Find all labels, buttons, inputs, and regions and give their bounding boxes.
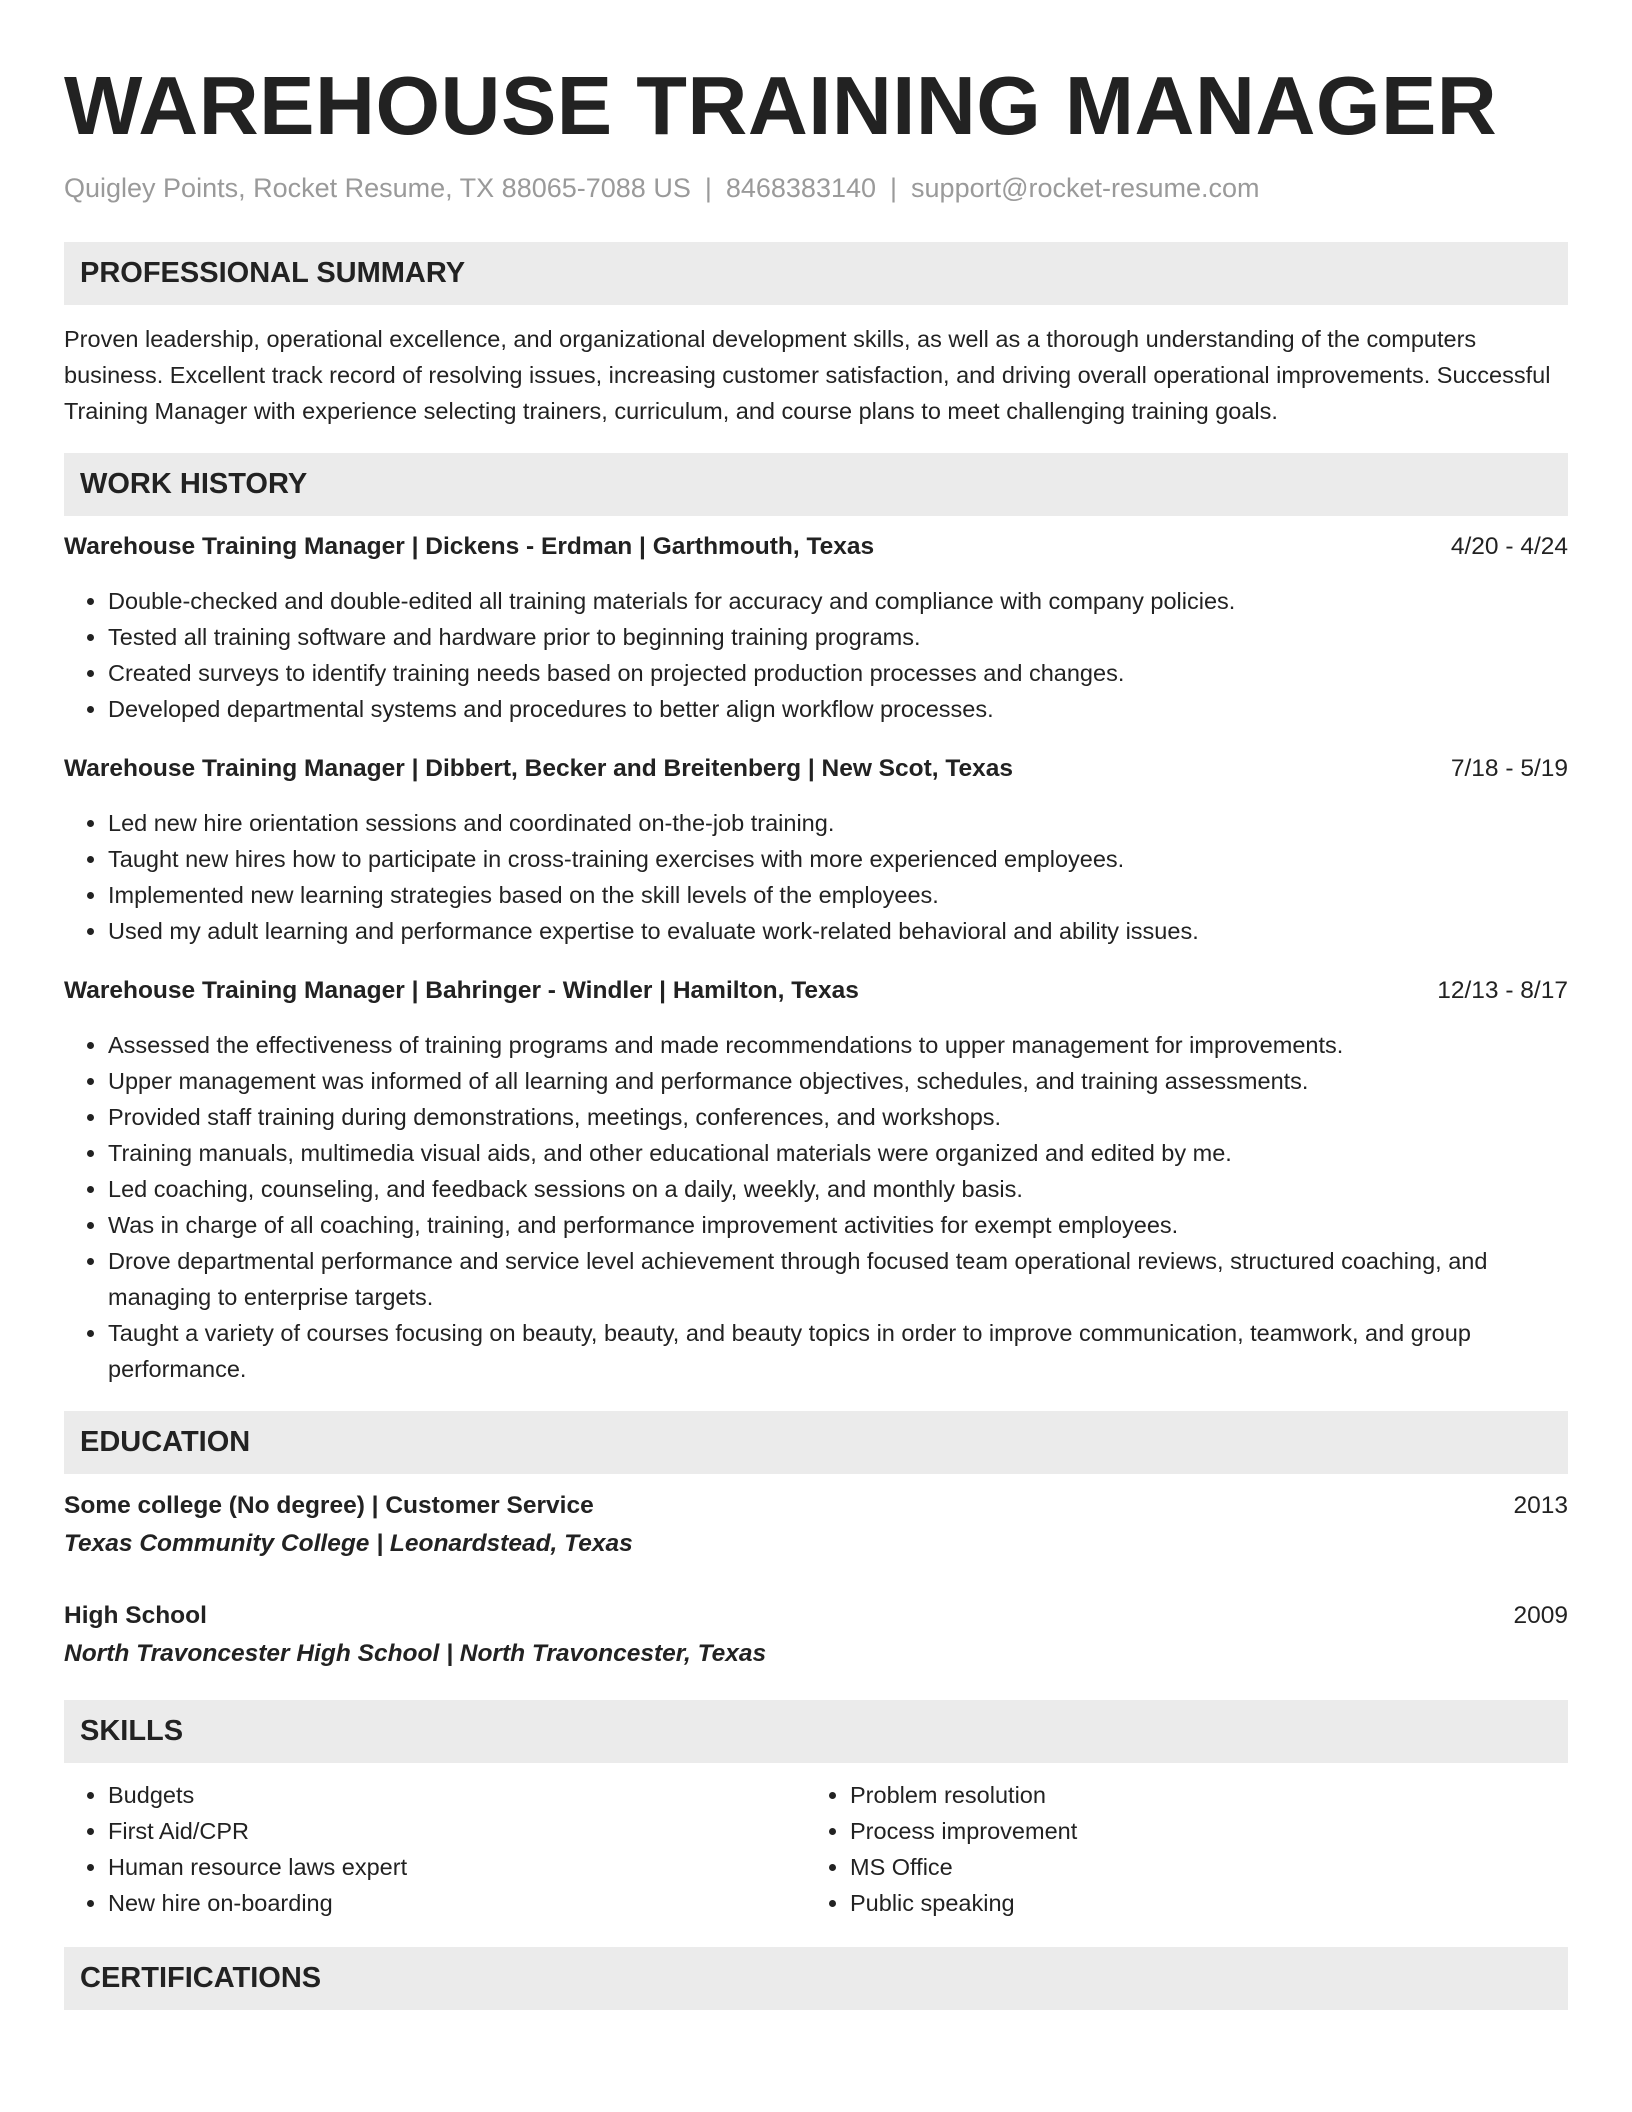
section-title: EDUCATION [80,1426,251,1458]
education-degree: Some college (No degree) | Customer Service [64,1492,594,1519]
job-bullets [64,583,1568,727]
skill-item: • First Aid/CPR [108,1813,806,1849]
job-title: Warehouse Training Manager | Dickens - Erdman | Garthmouth, Texas [64,533,875,560]
contact-separator: | [704,173,712,203]
skills-list [806,1777,1548,1921]
education-entry [64,1488,1568,1562]
skill-item: • Process improvement [850,1813,1548,1849]
list-item: • Taught a variety of courses focusing on beauty, beauty, and beauty topics in order to improve communication, teamwork, and group performance. [108,1315,1568,1387]
job-dates: 12/13 - 8/17 [1437,977,1568,1004]
job-header [64,973,1568,1009]
education-year: 2009 [1513,1602,1568,1629]
skill-item: • Public speaking [850,1885,1548,1921]
job-title: Warehouse Training Manager | Dibbert, Becker and Breitenberg | New Scot, Texas [64,755,1014,782]
section-header-skills [64,1700,1568,1763]
section-title: CERTIFICATIONS [80,1962,322,1994]
list-item: • Tested all training software and hardware prior to beginning training programs. [108,619,1568,655]
skills-column-left [64,1777,806,1921]
job-entry [64,973,1568,1387]
job-header [64,529,1568,565]
list-item: • Assessed the effectiveness of training programs and made recommendations to upper management for improvements. [108,1027,1568,1063]
contact-line [64,172,1568,204]
list-item: • Training manuals, multimedia visual aids, and other educational materials were organized and edited by me. [108,1135,1568,1171]
section-header-education [64,1411,1568,1474]
education-degree: High School [64,1602,207,1629]
section-header-work-history [64,453,1568,516]
section-header-summary [64,242,1568,305]
skill-item: • Problem resolution [850,1777,1548,1813]
education-school: Texas Community College | Leonardstead, Texas [64,1530,633,1557]
list-item: • Developed departmental systems and procedures to better align workflow processes. [108,691,1568,727]
resume-page [64,0,1568,2010]
job-dates: 4/20 - 4/24 [1450,533,1568,560]
education-school: North Travoncester High School | North Travoncester, Texas [64,1640,767,1667]
skill-item: • MS Office [850,1849,1548,1885]
section-title: PROFESSIONAL SUMMARY [80,257,466,289]
job-bullets [64,805,1568,949]
section-header-certifications [64,1947,1568,2010]
contact-separator: | [890,173,898,203]
list-item: • Double-checked and double-edited all training materials for accuracy and compliance with company policies. [108,583,1568,619]
skill-item: • Budgets [108,1777,806,1813]
education-header [64,1598,1568,1634]
list-item: • Led coaching, counseling, and feedback sessions on a daily, weekly, and monthly basis. [108,1171,1568,1207]
skills-grid [64,1777,1568,1921]
section-title: SKILLS [80,1715,184,1747]
list-item: • Provided staff training during demonstrations, meetings, conferences, and workshops. [108,1099,1568,1135]
list-item: • Was in charge of all coaching, training, and performance improvement activities for exempt employees. [108,1207,1568,1243]
job-header [64,751,1568,787]
contact-email: support@rocket-resume.com [911,173,1260,203]
job-entry [64,529,1568,727]
skill-item: • Human resource laws expert [108,1849,806,1885]
list-item: • Taught new hires how to participate in cross-training exercises with more experienced employees. [108,841,1568,877]
contact-phone: 8468383140 [725,173,877,203]
job-title: Warehouse Training Manager | Bahringer - Windler | Hamilton, Texas [64,977,859,1004]
skill-item: • New hire on-boarding [108,1885,806,1921]
education-year: 2013 [1513,1492,1568,1519]
job-entry [64,751,1568,949]
list-item: • Implemented new learning strategies based on the skill levels of the employees. [108,877,1568,913]
list-item: • Drove departmental performance and service level achievement through focused team operational reviews, structured coaching, and managing to enterprise targets. [108,1243,1568,1315]
section-title: WORK HISTORY [80,468,308,500]
list-item: • Used my adult learning and performance expertise to evaluate work-related behavioral and ability issues. [108,913,1568,949]
list-item: • Created surveys to identify training needs based on projected production processes and changes. [108,655,1568,691]
list-item: • Led new hire orientation sessions and coordinated on-the-job training. [108,805,1568,841]
summary-text: Proven leadership, operational excellence, and organizational development skills, as well as a thorough understanding of the computers business. Excellent track record of resolving issues, increasing customer satisfaction, and driving overall operational improvements. Successful Training Manager with experience selecting trainers, curriculum, and course plans to meet challenging training goals. [64,326,1551,424]
skills-list [64,1777,806,1921]
education-entry [64,1598,1568,1672]
education-header [64,1488,1568,1524]
skills-column-right [806,1777,1548,1921]
job-dates: 7/18 - 5/19 [1450,755,1568,782]
resume-name: WAREHOUSE TRAINING MANAGER [64,59,1498,152]
list-item: • Upper management was informed of all learning and performance objectives, schedules, and training assessments. [108,1063,1568,1099]
job-bullets [64,1027,1568,1387]
contact-address: Quigley Points, Rocket Resume, TX 88065-7088 US [64,173,691,203]
